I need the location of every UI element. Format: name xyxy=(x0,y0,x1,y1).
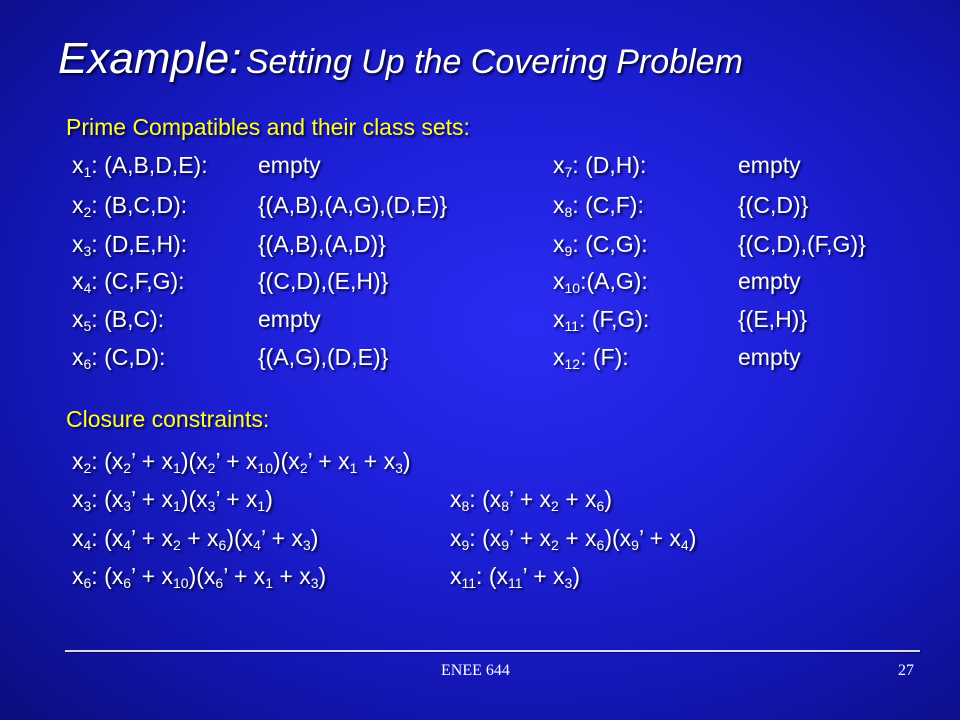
class-set: empty xyxy=(258,306,321,332)
closure-x8: $x_8$: ($x_8$’ + $x_2 + x_6$) xyxy=(450,486,612,514)
class-set: {(C,D),(E,H)} xyxy=(258,268,389,294)
closure-x6: $x_6$: ($x_6$’ + $x_{10})(x_6$’ + $x_1 + x_3$) xyxy=(72,563,327,591)
compatibles-heading: Prime Compatibles and their class sets: xyxy=(66,114,470,140)
closure-x2: $x_2$: ($x_2$’ + $x_1)(x_2$’ + $x_{10})(x_2$’ + $x_1 + x_3$) xyxy=(72,448,411,476)
page-number: 27 xyxy=(898,662,914,679)
class-set: {(C,D)} xyxy=(738,192,809,218)
class-set: empty xyxy=(738,268,801,294)
footer-divider xyxy=(65,650,920,652)
class-set: {(A,B),(A,G),(D,E)} xyxy=(258,192,448,218)
closure-x4: $x_4$: ($x_4$’ + $x_2 + x_6)(x_4$’ + $x_3$) xyxy=(72,525,319,553)
footer-course: ENEE 644 xyxy=(441,662,510,679)
closure-x9: $x_9$: ($x_9$’ + $x_2 + x_6)(x_9$’ + $x_4$) xyxy=(450,525,697,553)
class-set: {(A,G),(D,E)} xyxy=(258,344,389,370)
title-sub: Setting Up the Covering Problem xyxy=(245,43,743,81)
class-set: {(A,B),(A,D)} xyxy=(258,231,386,257)
class-set: {(C,D),(F,G)} xyxy=(738,231,866,257)
closure-x11: $x_{11}$: ($x_{11}$’ + $x_3$) xyxy=(450,563,580,591)
class-set: empty xyxy=(738,344,801,370)
class-set: empty xyxy=(258,152,321,178)
title-main: Example: xyxy=(58,34,242,83)
class-set: empty xyxy=(738,152,801,178)
class-set: {(E,H)} xyxy=(738,306,808,332)
closure-heading: Closure constraints: xyxy=(66,406,270,432)
closure-x3: $x_3$: ($x_3$’ + $x_1)(x_3$’ + $x_1$) xyxy=(72,486,273,514)
slide-title xyxy=(58,34,743,84)
